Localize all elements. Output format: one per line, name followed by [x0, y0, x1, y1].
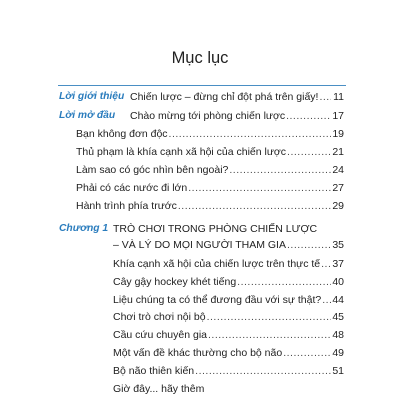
chapter-title-line1[interactable]: TRÒ CHƠI TRONG PHÒNG CHIẾN LƯỢC: [113, 223, 318, 235]
toc-page-number: 48: [332, 329, 344, 341]
toc-entry-text: Bạn không đơn độc: [76, 128, 168, 140]
toc-entry-text: Chơi trò chơi nội bộ: [113, 311, 206, 323]
toc-entry[interactable]: [113, 327, 344, 343]
toc-entry-text: Chào mừng tới phòng chiến lược: [130, 110, 286, 122]
leader-dots: [188, 180, 331, 196]
toc-page-number: 40: [332, 276, 344, 288]
leader-dots: [287, 237, 331, 253]
toc-entry-text: Một vấn đề khác thường cho bộ não: [113, 347, 283, 359]
toc-entry-text: Khía cạnh xã hội của chiến lược trên thực tế: [113, 258, 321, 270]
toc-entry-text: Bộ não thiên kiến: [113, 365, 195, 377]
toc-page-number: 17: [332, 110, 344, 122]
toc-entry[interactable]: [76, 144, 344, 160]
toc-page-number: 37: [332, 258, 344, 270]
leader-dots: [286, 108, 331, 124]
toc-page-number: 21: [332, 146, 344, 158]
toc-page-number: 19: [332, 128, 344, 140]
leader-dots: [319, 89, 331, 105]
toc-entry[interactable]: [76, 180, 344, 196]
toc-page-number: 45: [332, 311, 344, 323]
intro-label: Lời giới thiệu: [59, 91, 125, 102]
toc-entry-text: Phải có các nước đi lớn: [76, 182, 188, 194]
toc-entry-chapter1[interactable]: [113, 237, 344, 253]
toc-page-number: 11: [333, 91, 344, 103]
leader-dots: [283, 345, 331, 361]
toc-page-number: 24: [332, 164, 344, 176]
chapter-label: Chương 1: [59, 223, 109, 234]
toc-entry[interactable]: [76, 198, 344, 214]
toc-entry[interactable]: [113, 274, 344, 290]
leader-dots: [322, 292, 331, 308]
toc-entry[interactable]: [76, 126, 344, 142]
toc-entry-text: Thủ phạm là khía cạnh xã hội của chiến lược: [76, 146, 287, 158]
toc-entry[interactable]: [113, 363, 344, 379]
toc-entry[interactable]: [76, 162, 344, 178]
toc-page-number: 35: [332, 239, 344, 251]
leader-dots: [169, 126, 331, 142]
leader-dots: [178, 198, 331, 214]
leader-dots: [287, 144, 331, 160]
leader-dots: [237, 274, 331, 290]
toc-entry-text: Cầu cứu chuyên gia: [113, 329, 208, 341]
toc-entry[interactable]: [113, 309, 344, 325]
chapter-title-line2: – VÀ LÝ DO MỌI NGƯỜI THAM GIA: [113, 239, 286, 251]
leader-dots: [229, 162, 331, 178]
toc-entry[interactable]: [113, 292, 344, 308]
leader-dots: [195, 363, 331, 379]
leader-dots: [321, 256, 331, 272]
page-title: Mục lục: [171, 49, 229, 67]
toc-entry-intro[interactable]: [130, 89, 344, 105]
toc-page-number: 49: [332, 347, 344, 359]
toc-entry[interactable]: [113, 256, 344, 272]
toc-page-number: 51: [332, 365, 344, 377]
preface-label: Lời mở đầu: [59, 110, 116, 121]
leader-dots: [208, 327, 331, 343]
toc-page-number: 29: [332, 200, 344, 212]
toc-page-number: 44: [332, 294, 344, 306]
leader-dots: [207, 309, 331, 325]
toc-entry-text: Làm sao có góc nhìn bên ngoài?: [76, 164, 229, 176]
toc-page-number: 27: [332, 182, 344, 194]
toc-entry-text: Hành trình phía trước: [76, 200, 177, 212]
toc-entry-text: Cây gậy hockey khét tiếng: [113, 276, 237, 288]
toc-entry-partial[interactable]: Giờ đây... hãy thêm: [113, 383, 205, 395]
toc-entry[interactable]: [113, 345, 344, 361]
toc-entry-text: Chiến lược – đừng chỉ đột phá trên giấy!: [130, 91, 319, 103]
toc-entry-text: Liệu chúng ta có thể đương đầu với sự thật?: [113, 294, 322, 306]
toc-entry-preface[interactable]: [130, 108, 344, 124]
title-divider: [58, 85, 346, 86]
